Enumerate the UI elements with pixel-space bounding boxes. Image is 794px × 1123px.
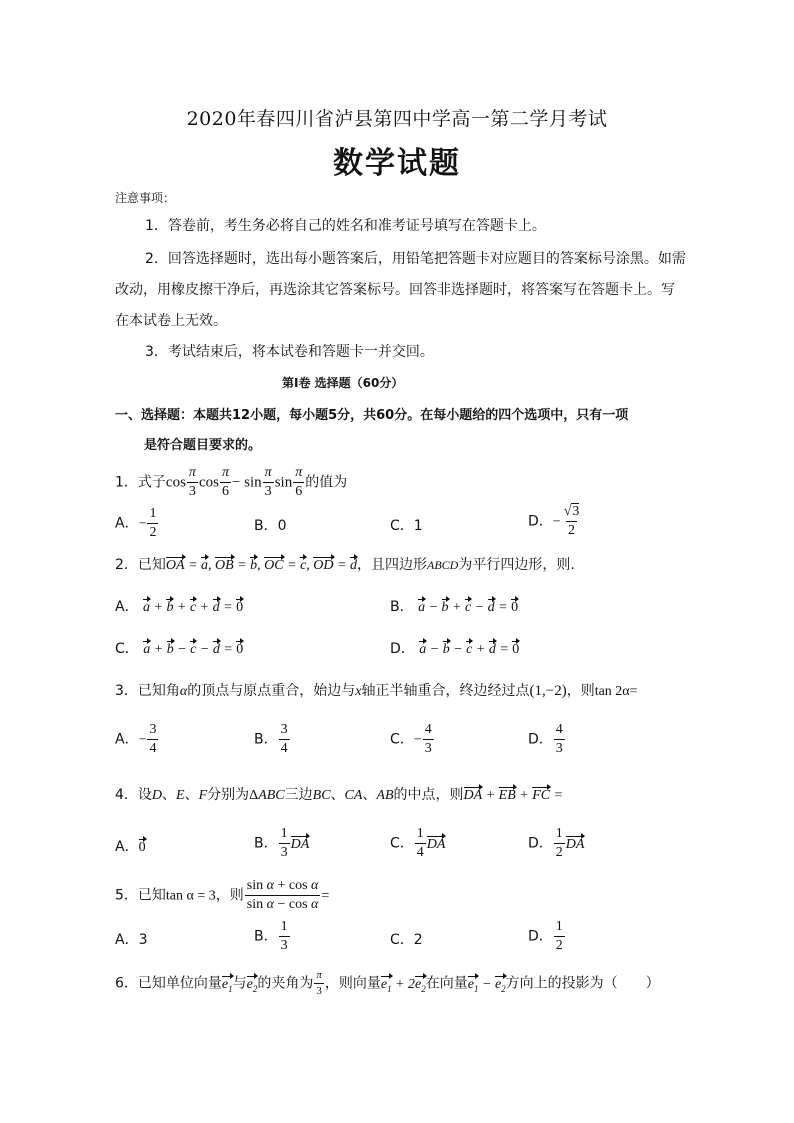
- notice-item-2-end: 在本试卷上无效。: [115, 313, 227, 329]
- question-5-option-a: A．3: [115, 932, 148, 948]
- exam-title: 2020年春四川省泸县第四中学高一第二学月考试: [186, 108, 608, 130]
- question-4-option-a: A．0: [115, 839, 146, 855]
- notice-item-3: 3．考试结束后，将本试卷和答题卡一并交回。: [145, 344, 434, 360]
- notice-item-1: 1．答卷前，考生务必将自己的姓名和准考证号填写在答题卡上。: [145, 218, 546, 234]
- notice-item-2-cont: 改动，用橡皮擦干净后，再选涂其它答案标号。回答非选择题时，将答案写在答题卡上。写: [115, 282, 675, 298]
- question-6-stem: 6．已知单位向量$e_1$与$e_2$的夹角为 $\frac{\pi}{3}$ ，则向量$e_1 + 2e_2$在向量$e_1 - e_2$方向上的投影为（ ）: [115, 969, 660, 997]
- question-4-option-d: D． $\frac{1}{2}$ DA: [528, 826, 585, 860]
- notice-heading: 注意事项：: [115, 191, 176, 205]
- question-2-option-a: A． a + b + c + d = 0: [115, 599, 244, 615]
- question-5-option-b: B． $\frac{1}{3}$: [254, 919, 288, 953]
- question-2-stem: 2．已知OA = a, OB = b, OC = c, OD = d，且四边形ABCD为平行四边形，则.: [115, 557, 575, 573]
- question-2-option-c: C． a + b − c − d = 0: [115, 641, 244, 657]
- section-heading-cont: 是符合题目要求的。: [144, 438, 262, 453]
- section-heading: 一、选择题：本题共12小题，每小题5分，共60分。在每小题给的四个选项中，只有一项: [115, 408, 629, 423]
- question-1-option-d: D．− $\frac{√3}{2}$: [528, 504, 580, 538]
- question-1-option-c: C．1: [390, 518, 423, 534]
- question-1-option-a: A．− $\frac{1}{2}$: [115, 506, 157, 540]
- subject-title: 数学试题: [333, 146, 461, 181]
- question-4-option-b: B． $\frac{1}{3}$ DA: [254, 826, 310, 860]
- question-5-option-d: D． $\frac{1}{2}$: [528, 919, 563, 953]
- question-2-option-d: D． a − b − c + d = 0: [390, 641, 520, 657]
- question-5-option-c: C．2: [390, 932, 423, 948]
- question-1-stem: 1．式子cos $\frac{\pi}{3}$ cos $\frac{\pi}{6}$ − sin $\frac{\pi}{3}$ sin $\frac{\pi}{6}$ 的值为: [115, 465, 348, 499]
- question-2-option-b: B． a − b + c − d = 0: [390, 599, 519, 615]
- question-5-stem: 5．已知tan α = 3，则 $\frac{\text{sin α + cos α}}{\text{sin α − cos α}}$ =: [115, 878, 330, 912]
- question-4-stem: 4．设D、E、F分别为ΔABC三边BC、CA、AB的中点，则DA + EB + FC =: [115, 787, 564, 803]
- question-3-option-b: B． $\frac{3}{4}$: [254, 722, 288, 756]
- question-3-option-d: D． $\frac{4}{3}$: [528, 722, 563, 756]
- question-3-option-a: A．− $\frac{3}{4}$: [115, 722, 157, 756]
- question-1-option-b: B．0: [254, 518, 287, 534]
- part1-title: 第Ⅰ卷 选择题（60分）: [282, 376, 404, 390]
- question-3-stem: 3．已知角α的顶点与原点重合，始边与x轴正半轴重合，终边经过点(1,−2)，则tan 2α=: [115, 683, 638, 699]
- question-3-option-c: C．− $\frac{4}{3}$: [390, 722, 432, 756]
- notice-item-2: 2．回答选择题时，选出每小题答案后，用铅笔把答题卡对应题目的答案标号涂黑。如需: [145, 251, 686, 267]
- question-4-option-c: C． $\frac{1}{4}$ DA: [390, 826, 446, 860]
